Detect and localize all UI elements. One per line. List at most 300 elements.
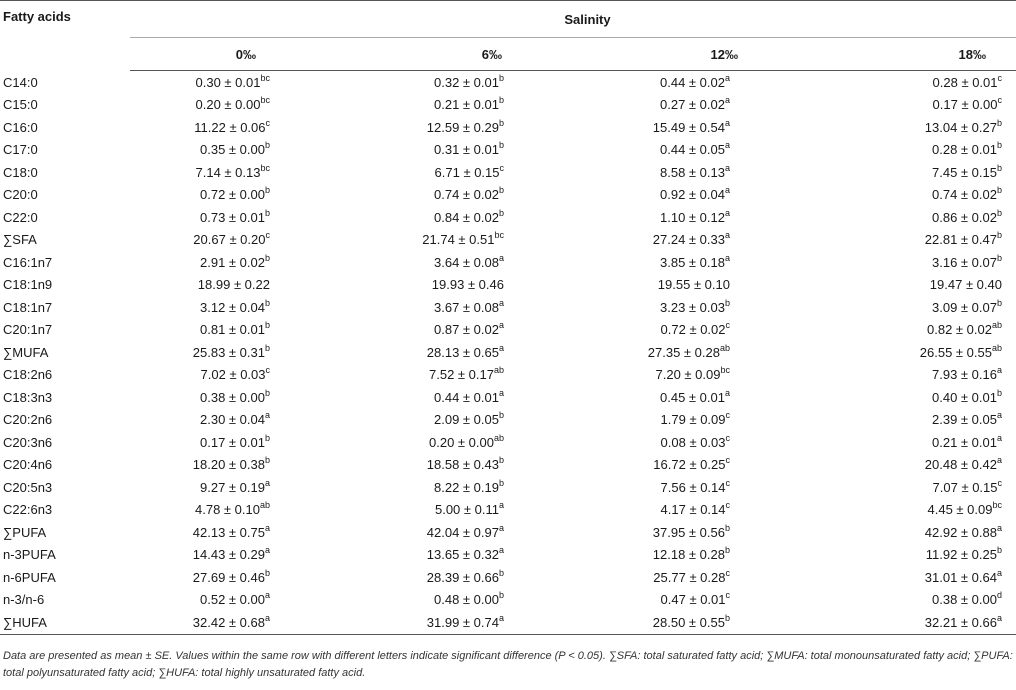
row-label: ∑SFA [3,232,37,248]
cell-value [790,521,1016,544]
row-label: n-3/n-6 [3,592,45,608]
cell-mean-se: 11.92 ± 0.25 [925,547,997,563]
significance-letter: a [264,477,270,488]
significance-letter: a [724,162,730,173]
table-row [0,71,1016,94]
row-label: C16:0 [3,119,38,135]
cell-mean-se: 2.09 ± 0.05 [434,412,499,428]
cell-value [318,431,558,454]
table-row [0,409,1016,432]
table-row [0,296,1016,319]
row-label: C17:0 [3,142,38,158]
cell-value [318,71,558,94]
significance-letter: a [996,612,1002,623]
row-label: C18:2n6 [3,367,53,383]
cell-value [790,251,1016,274]
cell-value [318,341,558,364]
cell-value [130,454,318,477]
significance-letter: a [724,207,730,218]
cell-mean-se: 42.92 ± 0.88 [924,524,997,540]
cell-mean-se: 0.38 ± 0.00 [200,389,265,405]
cell-mean-se: 28.39 ± 0.66 [426,569,499,585]
cell-value [130,341,318,364]
cell-value [318,566,558,589]
significance-letter: b [724,545,730,556]
cell-mean-se: 13.04 ± 0.27 [924,119,997,135]
cell-value [318,521,558,544]
cell-mean-se: 5.00 ± 0.11 [434,502,499,518]
cell-value [130,229,318,252]
significance-letter: a [264,410,270,421]
cell-value [558,454,790,477]
cell-mean-se: 42.13 ± 0.75 [192,524,265,540]
cell-value [130,476,318,499]
table-row [0,566,1016,589]
row-label: ∑PUFA [3,524,47,540]
cell-mean-se: 19.93 ± 0.46 [431,277,504,293]
table-row [0,206,1016,229]
table-row [0,184,1016,207]
cell-value [130,206,318,229]
significance-letter: b [996,207,1002,218]
cell-mean-se: 31.01 ± 0.64 [924,569,997,585]
significance-letter: b [996,387,1002,398]
significance-letter: a [264,545,270,556]
cell-mean-se: 0.30 ± 0.01 [195,74,261,90]
table-row [0,476,1016,499]
cell-value [790,161,1016,184]
cell-value [790,184,1016,207]
row-label: C20:2n6 [3,412,53,428]
cell-value [318,476,558,499]
significance-letter: b [498,207,504,218]
cell-value [558,206,790,229]
significance-letter: a [724,95,730,106]
cell-mean-se: 0.08 ± 0.03 [660,434,726,450]
significance-letter: b [724,297,730,308]
significance-letter: b [996,252,1002,263]
cell-value [790,71,1016,94]
cell-value [558,521,790,544]
cell-mean-se: 8.58 ± 0.13 [660,164,725,180]
row-label: C20:4n6 [3,457,53,473]
significance-letter: b [264,320,270,331]
significance-letter: b [498,477,504,488]
cell-mean-se: 32.21 ± 0.66 [924,614,997,630]
cell-value [130,589,318,612]
significance-letter: a [996,567,1002,578]
cell-mean-se: 11.22 ± 0.06 [194,119,266,135]
cell-mean-se: 3.67 ± 0.08 [434,299,499,315]
significance-letter: c [725,410,730,421]
cell-value [318,589,558,612]
significance-letter: b [498,117,504,128]
significance-letter: b [498,72,504,83]
cell-mean-se: 37.95 ± 0.56 [652,524,725,540]
cell-value [130,386,318,409]
significance-letter: a [724,185,730,196]
cell-value [558,431,790,454]
table-row [0,341,1016,364]
cell-mean-se: 0.84 ± 0.02 [434,209,499,225]
significance-letter: bc [260,162,270,173]
cell-value [130,364,318,387]
header-salinity-0: 0‰ [130,38,318,71]
cell-value [558,274,790,297]
cell-value [790,319,1016,342]
cell-value [790,499,1016,522]
cell-mean-se: 0.72 ± 0.02 [660,322,726,338]
cell-mean-se: 3.64 ± 0.08 [434,254,499,270]
significance-letter: b [498,185,504,196]
cell-mean-se: 7.14 ± 0.13 [195,164,261,180]
significance-letter: b [264,207,270,218]
cell-value [558,94,790,117]
significance-letter: c [997,72,1002,83]
cell-mean-se: 7.56 ± 0.14 [660,479,726,495]
row-label: ∑MUFA [3,344,49,360]
cell-mean-se: 25.77 ± 0.28 [653,569,726,585]
significance-letter: c [725,500,730,511]
row-label: C20:3n6 [3,434,53,450]
table-row [0,274,1016,297]
significance-letter: b [498,567,504,578]
cell-value [558,319,790,342]
cell-value [558,229,790,252]
significance-letter: b [996,140,1002,151]
row-label: C22:6n3 [3,502,53,518]
cell-mean-se: 2.39 ± 0.05 [932,412,997,428]
significance-letter: b [498,140,504,151]
significance-letter: a [498,297,504,308]
cell-mean-se: 27.35 ± 0.28 [647,344,720,360]
cell-mean-se: 7.52 ± 0.17 [429,367,494,383]
cell-value [318,206,558,229]
cell-mean-se: 0.38 ± 0.00 [932,592,997,608]
cell-value [318,409,558,432]
table-row [0,521,1016,544]
significance-letter: a [264,522,270,533]
cell-value [790,454,1016,477]
cell-value [790,229,1016,252]
cell-value [318,274,558,297]
cell-value [318,116,558,139]
cell-mean-se: 3.16 ± 0.07 [932,254,997,270]
header-fatty-acids: Fatty acids [0,1,130,71]
significance-letter: b [264,252,270,263]
cell-mean-se: 14.43 ± 0.29 [192,547,265,563]
cell-mean-se: 28.13 ± 0.65 [426,344,499,360]
cell-mean-se: 19.55 ± 0.10 [657,277,730,293]
cell-value [558,341,790,364]
cell-mean-se: 12.18 ± 0.28 [652,547,725,563]
significance-letter: c [997,477,1002,488]
row-label: C20:0 [3,187,38,203]
cell-mean-se: 0.32 ± 0.01 [434,74,499,90]
cell-mean-se: 3.23 ± 0.03 [660,299,725,315]
cell-mean-se: 15.49 ± 0.54 [652,119,725,135]
table-footnote: Data are presented as mean ± SE. Values within the same row with different letters indicate significant difference (P < 0.05). ∑SFA: total saturated fatty acid; ∑MUFA: total monounsaturated fatty acid; ∑PUFA: total polyunsaturated fatty acid; ∑HUFA: total highly unsaturated fatty acid. [3,650,1013,679]
cell-mean-se: 4.45 ± 0.09 [927,502,993,518]
cell-mean-se: 0.48 ± 0.00 [434,592,499,608]
cell-value [318,319,558,342]
table-row [0,589,1016,612]
significance-letter: c [725,477,730,488]
cell-value [790,94,1016,117]
cell-value [790,409,1016,432]
significance-letter: c [499,162,504,173]
cell-value [130,544,318,567]
row-label: C18:3n3 [3,389,53,405]
cell-value [130,611,318,634]
significance-letter: d [996,590,1002,601]
cell-mean-se: 18.58 ± 0.43 [426,457,499,473]
cell-mean-se: 0.31 ± 0.01 [434,142,499,158]
cell-mean-se: 7.20 ± 0.09 [655,367,721,383]
significance-letter: a [996,455,1002,466]
cell-value [130,184,318,207]
significance-letter: b [498,410,504,421]
significance-letter: ab [719,342,730,353]
table-row [0,499,1016,522]
significance-letter: b [996,230,1002,241]
cell-mean-se: 20.67 ± 0.20 [193,232,266,248]
table-body [0,71,1016,635]
significance-letter: b [264,455,270,466]
cell-mean-se: 21.74 ± 0.51 [422,232,495,248]
cell-value [318,296,558,319]
cell-value [130,499,318,522]
cell-mean-se: 7.07 ± 0.15 [932,479,998,495]
cell-value [558,161,790,184]
row-label: C18:1n9 [3,277,53,293]
cell-mean-se: 0.44 ± 0.05 [660,142,725,158]
cell-value [318,364,558,387]
significance-letter: a [996,432,1002,443]
table-row [0,139,1016,162]
significance-letter: ab [991,320,1002,331]
significance-letter: b [264,432,270,443]
cell-value [130,139,318,162]
cell-value [790,566,1016,589]
cell-mean-se: 0.20 ± 0.00 [429,434,494,450]
table-row [0,364,1016,387]
table-row [0,454,1016,477]
cell-value [790,116,1016,139]
cell-value [558,184,790,207]
cell-mean-se: 7.02 ± 0.03 [200,367,266,383]
cell-mean-se: 0.44 ± 0.02 [660,74,725,90]
cell-mean-se: 8.22 ± 0.19 [434,479,499,495]
cell-value [790,274,1016,297]
cell-mean-se: 0.28 ± 0.01 [932,74,998,90]
table-row [0,544,1016,567]
significance-letter: a [264,612,270,623]
cell-mean-se: 7.45 ± 0.15 [932,164,997,180]
significance-letter: a [724,252,730,263]
row-label: C16:1n7 [3,254,53,270]
cell-value [318,386,558,409]
significance-letter: bc [494,230,504,241]
cell-mean-se: 6.71 ± 0.15 [434,164,500,180]
cell-mean-se: 0.72 ± 0.00 [200,187,265,203]
cell-value [318,229,558,252]
cell-value [558,409,790,432]
cell-value [790,296,1016,319]
cell-mean-se: 0.74 ± 0.02 [434,187,499,203]
significance-letter: bc [260,95,270,106]
cell-value [790,206,1016,229]
significance-letter: b [996,185,1002,196]
table-row [0,431,1016,454]
cell-value [790,341,1016,364]
cell-value [558,251,790,274]
cell-mean-se: 3.85 ± 0.18 [660,254,725,270]
table-row [0,229,1016,252]
cell-value [790,431,1016,454]
cell-value [130,409,318,432]
significance-letter: a [498,612,504,623]
row-label: C22:0 [3,209,38,225]
cell-value [318,454,558,477]
significance-letter: c [725,455,730,466]
header-salinity-12: 12‰ [558,38,790,71]
cell-mean-se: 0.92 ± 0.04 [660,187,725,203]
cell-mean-se: 0.17 ± 0.00 [932,97,998,113]
significance-letter: a [498,252,504,263]
significance-letter: c [725,567,730,578]
cell-value [318,94,558,117]
table-row [0,116,1016,139]
cell-value [790,476,1016,499]
cell-mean-se: 0.47 ± 0.01 [660,592,726,608]
cell-mean-se: 9.27 ± 0.19 [200,479,265,495]
cell-mean-se: 0.40 ± 0.01 [932,389,997,405]
cell-value [130,296,318,319]
cell-mean-se: 26.55 ± 0.55 [919,344,992,360]
significance-letter: a [724,72,730,83]
cell-mean-se: 25.83 ± 0.31 [192,344,265,360]
cell-value [318,544,558,567]
row-label: n-3PUFA [3,547,56,563]
cell-mean-se: 3.09 ± 0.07 [932,299,997,315]
cell-value [790,544,1016,567]
cell-value [130,251,318,274]
significance-letter: b [996,117,1002,128]
table-row [0,161,1016,184]
significance-letter: c [265,117,270,128]
cell-value [790,364,1016,387]
cell-mean-se: 27.69 ± 0.46 [192,569,265,585]
significance-letter: ab [493,432,504,443]
significance-letter: a [724,230,730,241]
cell-value [558,544,790,567]
significance-letter: c [265,365,270,376]
cell-mean-se: 31.99 ± 0.74 [426,614,499,630]
row-label: C20:5n3 [3,479,53,495]
cell-value [558,566,790,589]
cell-mean-se: 0.86 ± 0.02 [932,209,997,225]
cell-mean-se: 0.44 ± 0.01 [434,389,499,405]
row-label: n-6PUFA [3,569,56,585]
cell-mean-se: 18.99 ± 0.22 [197,277,270,293]
cell-mean-se: 27.24 ± 0.33 [652,232,725,248]
significance-letter: b [264,140,270,151]
cell-value [130,431,318,454]
cell-value [790,386,1016,409]
cell-value [318,611,558,634]
cell-value [130,94,318,117]
significance-letter: c [725,590,730,601]
table-row [0,251,1016,274]
cell-mean-se: 0.35 ± 0.00 [200,142,265,158]
significance-letter: bc [992,500,1002,511]
cell-value [558,499,790,522]
significance-letter: a [996,410,1002,421]
significance-letter: c [997,95,1002,106]
cell-mean-se: 32.42 ± 0.68 [192,614,265,630]
cell-mean-se: 16.72 ± 0.25 [653,457,726,473]
cell-mean-se: 4.17 ± 0.14 [660,502,726,518]
significance-letter: a [498,500,504,511]
cell-mean-se: 12.59 ± 0.29 [426,119,499,135]
significance-letter: bc [720,365,730,376]
cell-value [318,184,558,207]
row-label: C15:0 [3,97,38,113]
significance-letter: b [498,590,504,601]
cell-value [790,611,1016,634]
significance-letter: a [498,342,504,353]
cell-mean-se: 3.12 ± 0.04 [200,299,265,315]
table-row [0,94,1016,117]
cell-mean-se: 28.50 ± 0.55 [652,614,725,630]
significance-letter: a [498,320,504,331]
significance-letter: b [996,545,1002,556]
significance-letter: b [724,522,730,533]
significance-letter: bc [260,72,270,83]
cell-mean-se: 2.30 ± 0.04 [200,412,265,428]
cell-mean-se: 0.21 ± 0.01 [434,97,499,113]
cell-mean-se: 19.47 ± 0.40 [929,277,1002,293]
cell-mean-se: 0.73 ± 0.01 [200,209,265,225]
cell-mean-se: 20.48 ± 0.42 [924,457,997,473]
row-label: C20:1n7 [3,322,53,338]
cell-mean-se: 0.74 ± 0.02 [932,187,997,203]
cell-mean-se: 42.04 ± 0.97 [426,524,499,540]
cell-value [130,521,318,544]
significance-letter: c [265,230,270,241]
cell-mean-se: 0.21 ± 0.01 [932,434,997,450]
table-row [0,319,1016,342]
significance-letter: a [724,117,730,128]
significance-letter: a [724,387,730,398]
cell-value [130,319,318,342]
cell-value [558,589,790,612]
significance-letter: ab [259,500,270,511]
cell-mean-se: 0.81 ± 0.01 [200,322,265,338]
table-row [0,386,1016,409]
cell-value [318,499,558,522]
cell-value [130,71,318,94]
cell-value [558,364,790,387]
significance-letter: ab [991,342,1002,353]
cell-value [130,116,318,139]
cell-mean-se: 0.27 ± 0.02 [660,97,725,113]
cell-mean-se: 13.65 ± 0.32 [426,547,499,563]
cell-mean-se: 18.20 ± 0.38 [192,457,265,473]
significance-letter: a [498,387,504,398]
cell-value [790,589,1016,612]
